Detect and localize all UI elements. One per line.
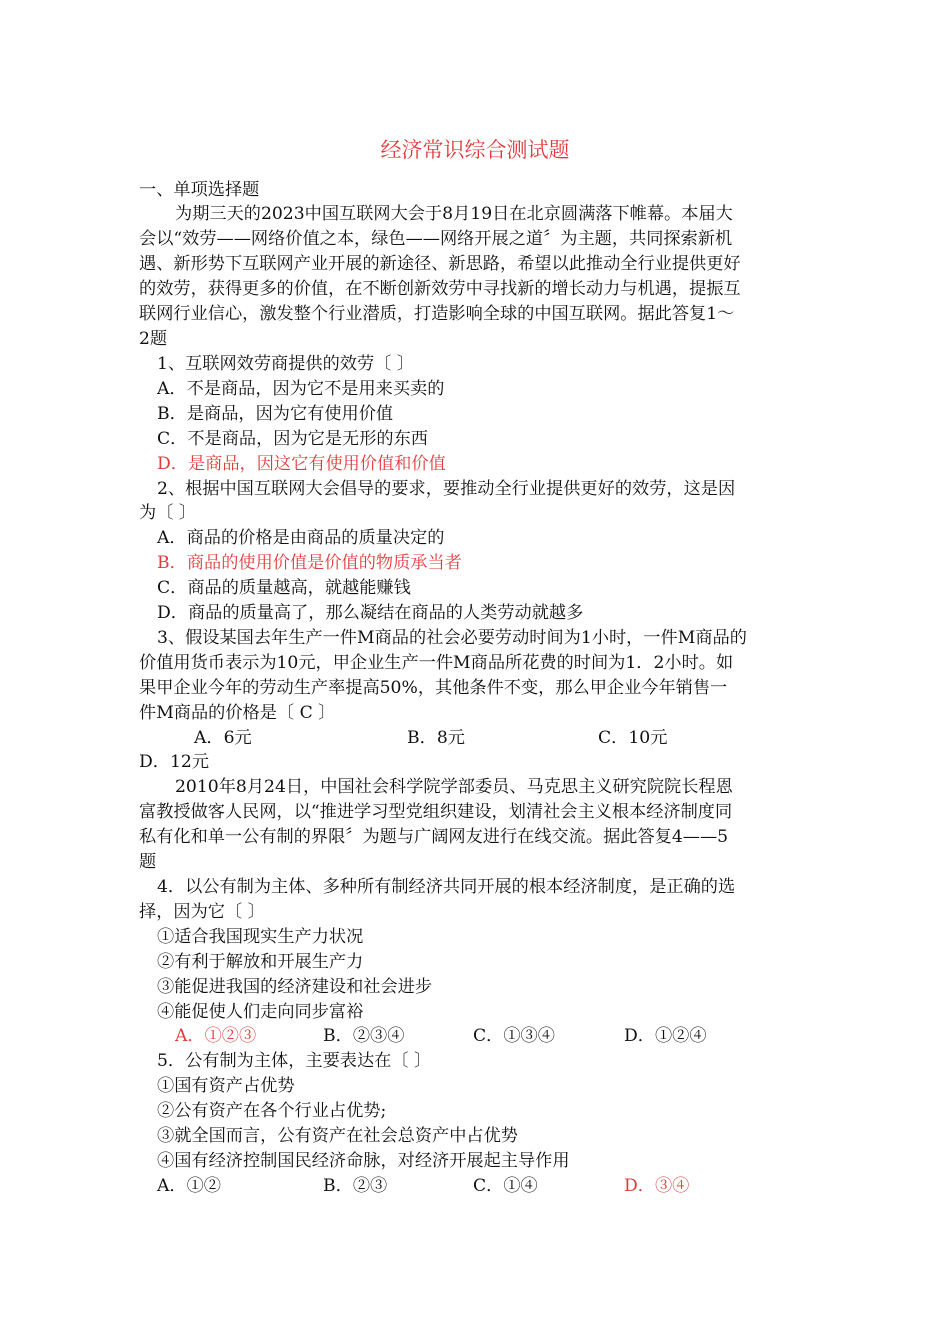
- q5-item: ①国有资产占优势: [157, 1076, 295, 1096]
- q5-option-c: C．①④: [473, 1176, 538, 1196]
- q4-option-d: D．①②④: [624, 1026, 707, 1046]
- q5-option-b: B．②③: [323, 1176, 388, 1196]
- q1-option-d-answer: D．是商品，因这它有使用价值和价值: [157, 454, 446, 474]
- passage1-line: 为期三天的2023中国互联网大会于8月19日在北京圆满落下帷幕。本届大: [175, 204, 733, 224]
- q2-option-b-answer: B．商品的使用价值是价值的物质承当者: [157, 553, 462, 573]
- q3-stem-line: 果甲企业今年的劳动生产率提高50%，其他条件不变，那么甲企业今年销售一: [139, 678, 728, 698]
- page-title: 经济常识综合测试题: [380, 138, 570, 162]
- q1-option-c: C．不是商品，因为它是无形的东西: [157, 429, 428, 449]
- q2-option-a: A．商品的价格是由商品的质量决定的: [157, 528, 445, 548]
- passage2-line: 私有化和单一公有制的界限〞为题与广阔网友进行在线交流。据此答复4——5: [139, 827, 729, 847]
- passage2-line: 题: [139, 852, 157, 872]
- q4-item: ③能促进我国的经济建设和社会进步: [157, 977, 433, 997]
- q2-option-d: D．商品的质量高了，那么凝结在商品的人类劳动就越多: [157, 603, 584, 623]
- q4-item: ①适合我国现实生产力状况: [157, 927, 364, 947]
- passage1-line: 遇、新形势下互联网产业开展的新途径、新思路，希望以此推动全行业提供更好: [139, 254, 741, 274]
- passage2-line: 富教授做客人民网，以“推进学习型党组织建设，划清社会主义根本经济制度同: [139, 802, 733, 822]
- q4-item: ②有利于解放和开展生产力: [157, 952, 364, 972]
- q4-option-b: B．②③④: [323, 1026, 405, 1046]
- q2-stem-line: 2、根据中国互联网大会倡导的要求，要推动全行业提供更好的效劳，这是因: [157, 479, 736, 499]
- q4-item: ④能促使人们走向同步富裕: [157, 1002, 364, 1022]
- q5-item: ②公有资产在各个行业占优势;: [157, 1101, 387, 1121]
- q1-stem: 1、互联网效劳商提供的效劳〔 〕: [157, 354, 415, 374]
- passage1-line: 2题: [139, 329, 168, 349]
- q5-option-a: A．①②: [157, 1176, 221, 1196]
- q4-option-c: C．①③④: [473, 1026, 555, 1046]
- q4-option-a-answer: A．①②③: [175, 1026, 257, 1046]
- passage2-line: 2010年8月24日，中国社会科学院学部委员、马克思主义研究院院长程恩: [175, 777, 733, 797]
- passage1-line: 的效劳，获得更多的价值，在不断创新效劳中寻找新的增长动力与机遇，提振互: [139, 279, 741, 299]
- q3-option-b: B．8元: [407, 728, 465, 748]
- q2-stem-line: 为〔 〕: [139, 503, 197, 523]
- q4-stem-line: 4．以公有制为主体、多种所有制经济共同开展的根本经济制度，是正确的选: [157, 877, 736, 897]
- q3-option-c: C．10元: [598, 728, 668, 748]
- q5-stem: 5．公有制为主体，主要表达在〔 〕: [157, 1051, 432, 1071]
- q2-option-c: C．商品的质量越高，就越能赚钱: [157, 578, 411, 598]
- q1-option-a: A．不是商品，因为它不是用来买卖的: [157, 379, 445, 399]
- section-heading: 一、单项选择题: [139, 180, 260, 200]
- q3-stem-line: 3、假设某国去年生产一件M商品的社会必要劳动时间为1小时，一件M商品的: [157, 628, 747, 648]
- q3-stem-line: 价值用货币表示为10元，甲企业生产一件M商品所花费的时间为1．2小时。如: [139, 653, 734, 673]
- q4-stem-line: 择，因为它〔 〕: [139, 902, 265, 922]
- q3-option-a: A．6元: [194, 728, 252, 748]
- passage1-line: 会以“效劳——网络价值之本，绿色——网络开展之道〞为主题，共同探索新机: [139, 229, 733, 249]
- q5-item: ③就全国而言，公有资产在社会总资产中占优势: [157, 1126, 518, 1146]
- q5-option-d-answer: D．③④: [624, 1176, 690, 1196]
- q3-stem-line: 件M商品的价格是〔 C 〕: [139, 703, 336, 723]
- q3-option-d: D．12元: [139, 752, 210, 772]
- q5-item: ④国有经济控制国民经济命脉，对经济开展起主导作用: [157, 1151, 570, 1171]
- q1-option-b: B．是商品，因为它有使用价值: [157, 404, 394, 424]
- passage1-line: 联网行业信心，激发整个行业潜质，打造影响全球的中国互联网。据此答复1～: [139, 304, 735, 324]
